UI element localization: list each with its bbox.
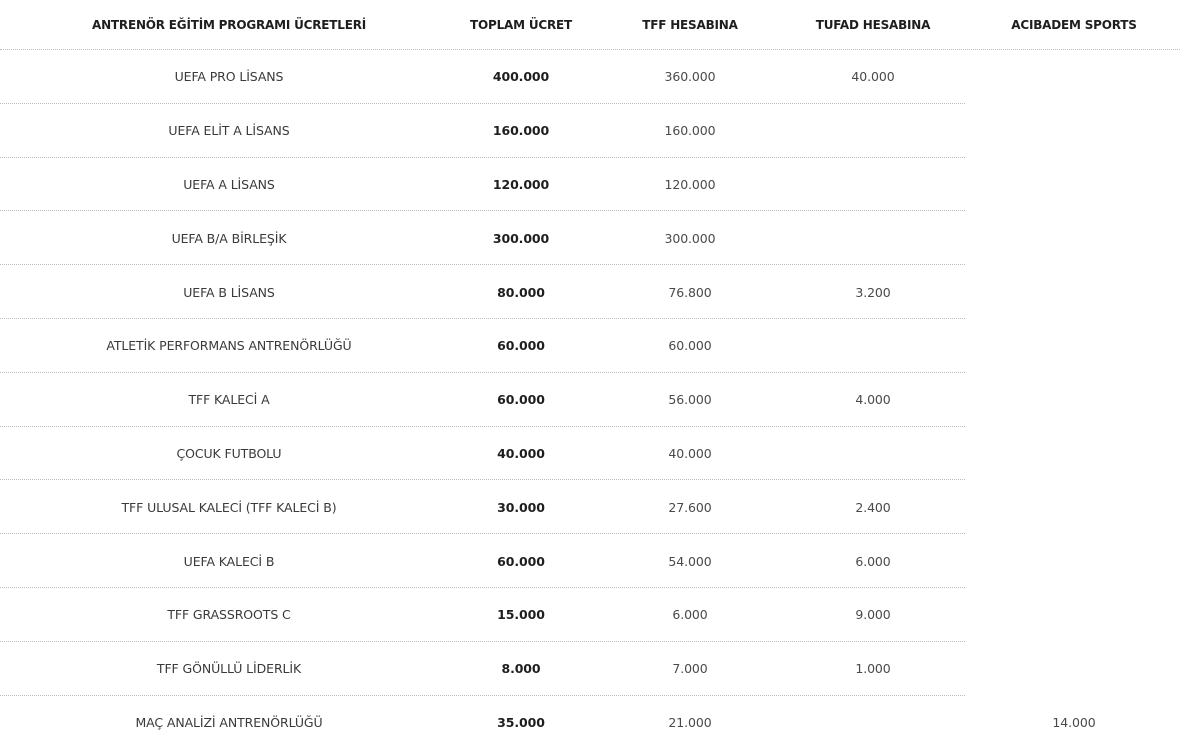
- cell-tff-amount: 76.800: [668, 284, 712, 300]
- cell-program-name: TFF ULUSAL KALECİ (TFF KALECİ B): [121, 499, 337, 515]
- cell-tufad-amount: [796, 104, 950, 158]
- table-row: [0, 211, 1200, 265]
- cell-total-fee: 80.000: [497, 284, 545, 300]
- cell-program-name: UEFA B LİSANS: [183, 284, 275, 300]
- cell-tff-amount: 60.000: [668, 338, 712, 354]
- cell-tufad-amount: 40.000: [851, 69, 895, 85]
- table-row: [0, 158, 1200, 212]
- cell-tff-amount: 300.000: [664, 230, 716, 246]
- header-tufad-account: TUFAD HESABINA: [815, 18, 931, 32]
- cell-tff-amount: 27.600: [668, 499, 712, 515]
- table-row: [0, 319, 1200, 373]
- table-row: [0, 104, 1200, 158]
- cell-total-fee: 300.000: [492, 230, 550, 246]
- cell-acibadem-amount: [960, 104, 1188, 158]
- header-program: ANTRENÖR EĞİTİM PROGRAMI ÜCRETLERİ: [91, 18, 367, 32]
- cell-program-name: UEFA B/A BİRLEŞİK: [171, 230, 287, 246]
- cell-program-name: UEFA A LİSANS: [183, 176, 275, 192]
- cell-tufad-amount: 2.400: [855, 499, 891, 515]
- cell-acibadem-amount: [960, 211, 1188, 265]
- cell-total-fee: 160.000: [492, 123, 550, 139]
- cell-program-name: MAÇ ANALİZİ ANTRENÖRLÜĞÜ: [135, 714, 323, 730]
- cell-program-name: UEFA ELİT A LİSANS: [168, 123, 290, 139]
- cell-program-name: ATLETİK PERFORMANS ANTRENÖRLÜĞÜ: [106, 338, 352, 354]
- cell-tff-amount: 6.000: [672, 607, 708, 623]
- cell-total-fee: 15.000: [497, 607, 545, 623]
- cell-total-fee: 400.000: [492, 69, 550, 85]
- cell-tufad-amount: 1.000: [855, 661, 891, 677]
- cell-tufad-amount: 9.000: [855, 607, 891, 623]
- cell-tff-amount: 7.000: [672, 661, 708, 677]
- cell-tff-amount: 160.000: [664, 123, 716, 139]
- cell-acibadem-amount: 14.000: [1052, 714, 1096, 730]
- header-acibadem-sports: ACIBADEM SPORTS: [1011, 18, 1137, 32]
- cell-tufad-amount: [796, 211, 950, 265]
- cell-acibadem-amount: [960, 642, 1188, 696]
- cell-total-fee: 35.000: [497, 714, 545, 730]
- table-row: [0, 588, 1200, 642]
- cell-tff-amount: 40.000: [668, 445, 712, 461]
- cell-program-name: TFF GRASSROOTS C: [167, 607, 291, 623]
- cell-tff-amount: 21.000: [668, 714, 712, 730]
- cell-total-fee: 60.000: [497, 338, 545, 354]
- cell-acibadem-amount: [960, 265, 1188, 319]
- cell-acibadem-amount: [960, 480, 1188, 534]
- cell-program-name: UEFA KALECİ B: [183, 553, 275, 569]
- cell-acibadem-amount: [960, 534, 1188, 588]
- cell-tff-amount: 360.000: [664, 69, 716, 85]
- cell-total-fee: 30.000: [497, 499, 545, 515]
- cell-tufad-amount: [796, 319, 950, 373]
- table-header-row: [0, 0, 1200, 50]
- cell-total-fee: 60.000: [497, 553, 545, 569]
- cell-acibadem-amount: [960, 50, 1188, 104]
- cell-acibadem-amount: [960, 588, 1188, 642]
- cell-tufad-amount: 3.200: [855, 284, 891, 300]
- cell-acibadem-amount: [960, 427, 1188, 481]
- cell-program-name: TFF KALECİ A: [188, 392, 270, 408]
- table-row: [0, 373, 1200, 427]
- cell-tufad-amount: 6.000: [855, 553, 891, 569]
- cell-total-fee: 8.000: [501, 661, 541, 677]
- cell-program-name: UEFA PRO LİSANS: [174, 69, 284, 85]
- cell-acibadem-amount: [960, 158, 1188, 212]
- cell-total-fee: 40.000: [497, 445, 545, 461]
- cell-tufad-amount: [796, 696, 950, 749]
- cell-tufad-amount: 4.000: [855, 392, 891, 408]
- cell-program-name: TFF GÖNÜLLÜ LİDERLİK: [156, 661, 302, 677]
- table-row: [0, 642, 1200, 696]
- header-total-fee: TOPLAM ÜCRET: [469, 18, 572, 32]
- table-row: [0, 480, 1200, 534]
- cell-tff-amount: 54.000: [668, 553, 712, 569]
- cell-acibadem-amount: [960, 373, 1188, 427]
- cell-tufad-amount: [796, 158, 950, 212]
- table-row: [0, 696, 1200, 749]
- table-row: [0, 427, 1200, 481]
- table-row: [0, 50, 1200, 104]
- cell-tff-amount: 56.000: [668, 392, 712, 408]
- table-row: [0, 265, 1200, 319]
- table-row: [0, 534, 1200, 588]
- cell-total-fee: 60.000: [497, 392, 545, 408]
- table-body: [0, 50, 1200, 749]
- cell-tufad-amount: [796, 427, 950, 481]
- cell-total-fee: 120.000: [492, 176, 550, 192]
- cell-acibadem-amount: [960, 319, 1188, 373]
- cell-program-name: ÇOCUK FUTBOLU: [176, 445, 282, 461]
- cell-tff-amount: 120.000: [664, 176, 716, 192]
- header-tff-account: TFF HESABINA: [642, 18, 738, 32]
